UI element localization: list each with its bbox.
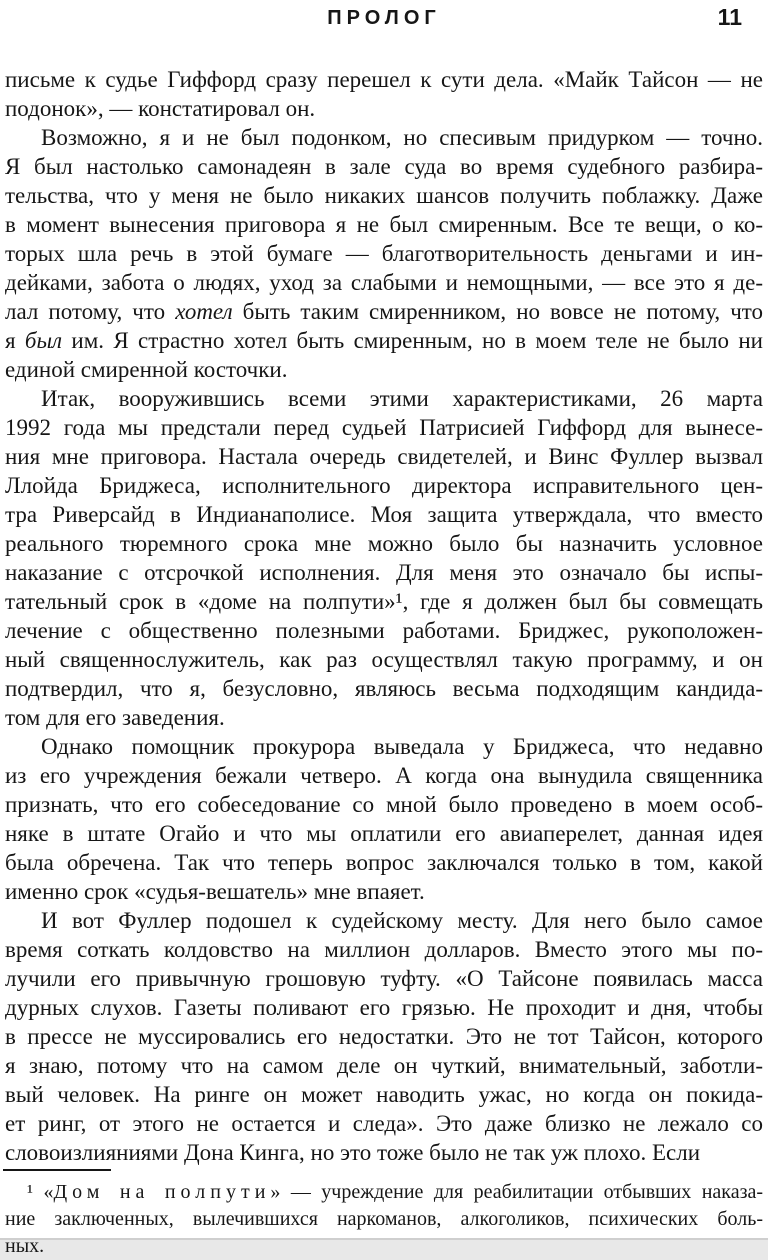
text-line: Я был настолько самонадеян в зале суда во время судебного разбира-: [5, 154, 763, 179]
text-line: именно срок «судья-вешатель» мне впаяет.: [5, 879, 425, 904]
text-line: тательный срок в «доме на полпути»¹, где я должен был бы совмещать: [5, 589, 763, 614]
paragraph: [5, 732, 763, 906]
text-line: лал потому, что хотел быть таким смиренником, но вовсе не потому, что: [5, 299, 764, 324]
text-line: словоизлияниями Дона Кинга, но это тоже было не так уж плохо. Если: [5, 1140, 700, 1165]
page-number: 11: [717, 4, 742, 30]
paragraph: [5, 384, 763, 732]
text-line: ¹ «Дом на полпути» — учреждение для реабилитации отбывших наказа-: [27, 1181, 764, 1203]
text-line: я был им. Я страстно хотел быть смиренным, но в моем теле не было ни: [5, 328, 763, 353]
text-line: Итак, вооружившись всеми этими характеристиками, 26 марта: [41, 386, 763, 411]
text-line: Однако помощник прокурора выведала у Бриджеса, что недавно: [41, 734, 763, 759]
text-line: подтвердил, что я, безусловно, являюсь весьма подходящим кандида-: [5, 676, 763, 701]
text-line: лучили его привычную грошовую туфту. «О Тайсоне появилась масса: [5, 966, 763, 991]
page-header: [0, 0, 768, 39]
text-line: тельства, что у меня не было никаких шансов получить поблажку. Даже: [5, 183, 763, 208]
paragraph: [5, 906, 763, 1167]
text-line: Ллойда Бриджеса, исполнительного директора исправительного цен-: [5, 473, 763, 498]
text-line: дурных слухов. Газеты поливают его грязью. Не проходит и дня, чтобы: [5, 995, 763, 1020]
text-line: торых шла речь в этой бумаге — благотворительность деньгами и ин-: [5, 241, 763, 266]
text-line: я знаю, потому что на самом деле он чуткий, внимательный, заботли-: [5, 1053, 763, 1078]
text-line: время соткать колдовство на миллион долларов. Вместо этого мы по-: [5, 937, 763, 962]
body-text: [5, 65, 763, 1167]
paragraph: [5, 123, 763, 384]
text-line: была обречена. Так что теперь вопрос заключался только в том, какой: [5, 850, 763, 875]
text-line: в момент вынесения приговора я не был смиренным. Все те вещи, о ко-: [5, 212, 763, 237]
text-line: том для его заведения.: [5, 705, 225, 730]
text-line: лечение с общественно полезными работами. Бриджес, рукоположен-: [5, 618, 763, 643]
chapter-title: ПРОЛОГ: [327, 7, 441, 29]
text-line: в прессе не муссировались его недостатки. Это не тот Тайсон, которого: [5, 1024, 763, 1049]
text-line: ние заключенных, вылечившихся наркоманов, алкоголиков, психических боль-: [5, 1208, 763, 1230]
text-line: няке в штате Огайо и что мы оплатили его авиаперелет, данная идея: [5, 821, 763, 846]
footnote: [5, 1179, 763, 1260]
text-line: единой смиренной косточки.: [5, 357, 288, 382]
text-line: ный священнослужитель, как раз осуществлял такую программу, и он: [5, 647, 763, 672]
text-line: дейками, забота о людях, уход за слабыми и немощными, — все это я де-: [5, 270, 763, 295]
text-line: наказание с отсрочкой исполнения. Для меня это означало бы испы-: [5, 560, 763, 585]
footnote-separator: [3, 1169, 111, 1171]
text-line: И вот Фуллер подошел к судейскому месту. Для него было самое: [41, 908, 763, 933]
text-line: 1992 года мы предстали перед судьей Патрисией Гиффорд для вынесе-: [5, 415, 763, 440]
text-line: реального тюремного срока мне можно было бы назначить условное: [5, 531, 763, 556]
text-line: тра Риверсайд в Индианаполисе. Моя защита утверждала, что вместо: [5, 502, 763, 527]
text-line: Возможно, я и не был подонком, но спесивым придурком — точно.: [41, 125, 763, 150]
text-line: письме к судье Гиффорд сразу перешел к сути дела. «Майк Тайсон — не: [5, 67, 763, 92]
paragraph: [5, 65, 763, 123]
text-line: признать, что его собеседование со мной было проведено в моем особ-: [5, 792, 763, 817]
text-line: ных.: [5, 1235, 45, 1257]
text-line: вый человек. На ринге он может наводить ужас, но когда он покида-: [5, 1082, 763, 1107]
paragraph: [5, 1179, 763, 1260]
text-line: ния мне приговора. Настала очередь свидетелей, и Винс Фуллер вызвал: [5, 444, 763, 469]
text-line: ет ринг, от этого не остается и следа». Это даже близко не лежало со: [5, 1111, 763, 1136]
text-line: подонок», — констатировал он.: [5, 96, 316, 121]
text-line: из его учреждения бежали четверо. А когда она вынудила священника: [5, 763, 763, 788]
